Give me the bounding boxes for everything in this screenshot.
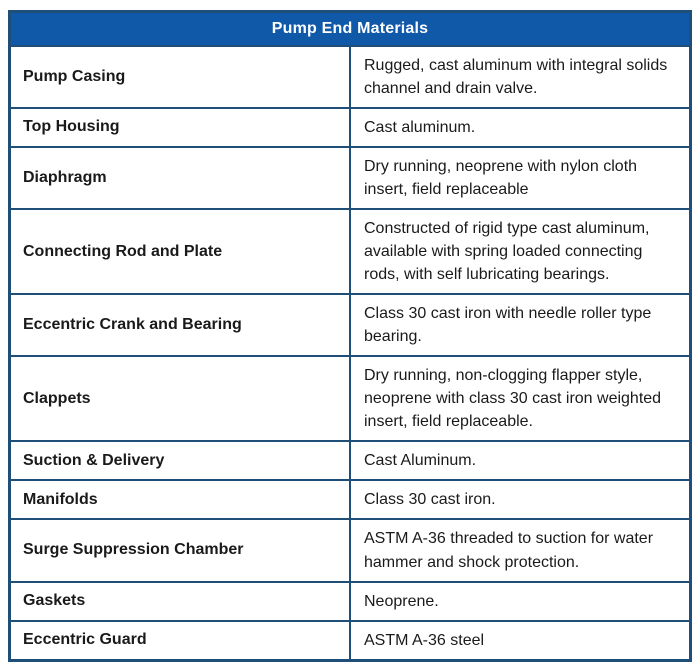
material-description: Neoprene. bbox=[350, 582, 691, 621]
material-label: Eccentric Guard bbox=[10, 621, 351, 661]
table-row bbox=[10, 46, 691, 108]
material-label: Pump Casing bbox=[10, 46, 351, 108]
table-row bbox=[10, 621, 691, 661]
table-header bbox=[10, 12, 691, 47]
material-description: Constructed of rigid type cast aluminum, available with spring loaded connecting rods, with self lubricating bearings. bbox=[350, 209, 691, 294]
table-row bbox=[10, 582, 691, 621]
material-description: Cast Aluminum. bbox=[350, 441, 691, 480]
material-description: Dry running, neoprene with nylon cloth insert, field replaceable bbox=[350, 147, 691, 209]
material-description: Class 30 cast iron. bbox=[350, 480, 691, 519]
table-title: Pump End Materials bbox=[10, 12, 691, 47]
table-row bbox=[10, 108, 691, 147]
material-description: ASTM A-36 steel bbox=[350, 621, 691, 661]
material-label: Gaskets bbox=[10, 582, 351, 621]
material-label: Eccentric Crank and Bearing bbox=[10, 294, 351, 356]
material-description: ASTM A-36 threaded to suction for water hammer and shock protection. bbox=[350, 519, 691, 581]
material-description: Class 30 cast iron with needle roller type bearing. bbox=[350, 294, 691, 356]
material-label: Surge Suppression Chamber bbox=[10, 519, 351, 581]
table-row bbox=[10, 209, 691, 294]
material-label: Manifolds bbox=[10, 480, 351, 519]
table-row bbox=[10, 441, 691, 480]
table-row bbox=[10, 147, 691, 209]
table-row bbox=[10, 356, 691, 441]
material-description: Dry running, non-clogging flapper style, neoprene with class 30 cast iron weighted insert, field replaceable. bbox=[350, 356, 691, 441]
material-label: Diaphragm bbox=[10, 147, 351, 209]
material-description: Cast aluminum. bbox=[350, 108, 691, 147]
material-label: Connecting Rod and Plate bbox=[10, 209, 351, 294]
material-label: Clappets bbox=[10, 356, 351, 441]
table-row bbox=[10, 519, 691, 581]
table-body bbox=[10, 46, 691, 660]
material-label: Suction & Delivery bbox=[10, 441, 351, 480]
table-row bbox=[10, 294, 691, 356]
table-row bbox=[10, 480, 691, 519]
table-header-row bbox=[10, 12, 691, 47]
material-label: Top Housing bbox=[10, 108, 351, 147]
pump-end-materials-table bbox=[8, 10, 692, 662]
material-description: Rugged, cast aluminum with integral solids channel and drain valve. bbox=[350, 46, 691, 108]
